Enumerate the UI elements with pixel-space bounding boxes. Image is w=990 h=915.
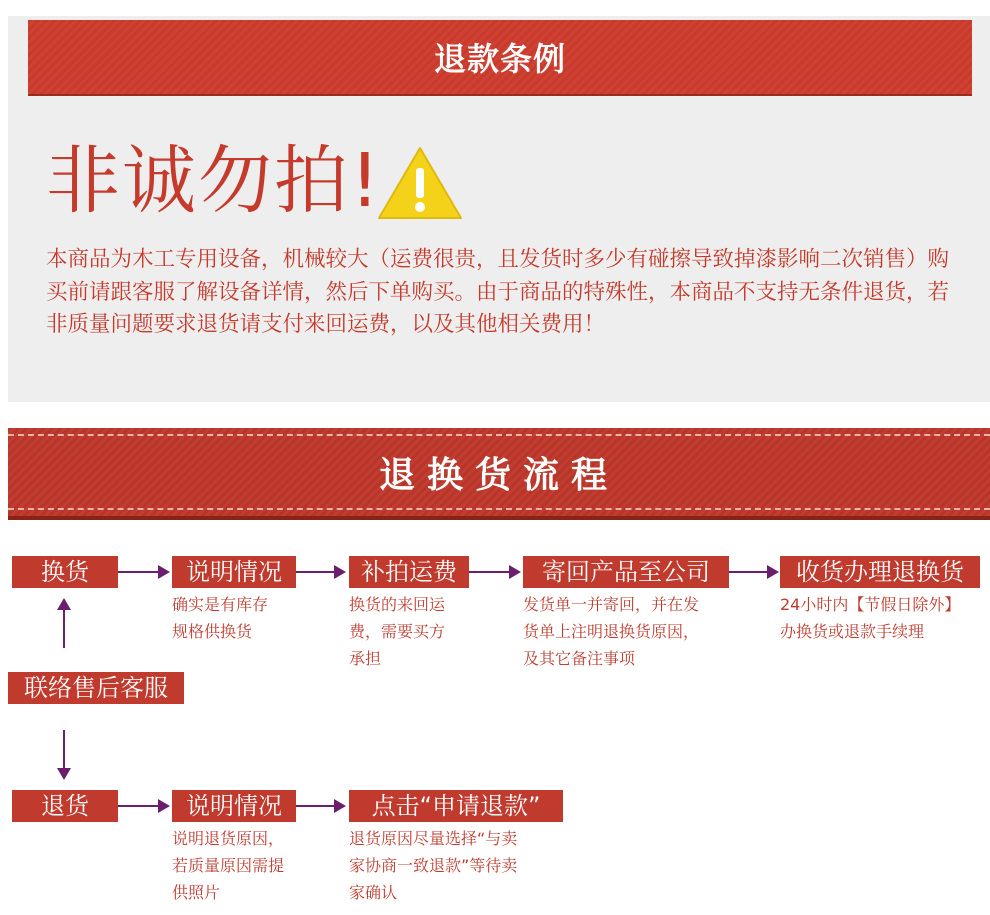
refund-label: 退货 [12,790,118,822]
note-line: 费，需要买方 [349,622,446,641]
note-line: 办换货或退款手续理 [780,622,925,641]
contact-service-label: 联络售后客服 [8,672,184,704]
exchange-step-explain-note [172,591,268,645]
exchange-step-process-note [780,591,960,645]
arrow-right-icon [729,562,781,582]
banner-dash-bottom [8,508,990,510]
note-line: 货单上注明退换货原因， [523,622,700,641]
arrow-right-icon [296,562,348,582]
headline-text: 非诚勿拍! [46,138,382,224]
note-line: 及其它备注事项 [523,649,636,668]
note-line: 换货的来回运 [349,595,446,614]
note-line: 规格供换货 [172,622,253,641]
refund-step-explain-note [172,825,284,906]
refund-policy-title: 退款条例 [433,40,566,78]
note-line: 若质量原因需提 [172,856,285,875]
note-line: 供照片 [172,883,221,902]
note-line: 家确认 [349,883,398,902]
refund-policy-panel [8,16,990,402]
note-line: 家协商一致退款”等待卖 [349,856,518,875]
note-line: 说明退货原因， [172,829,285,848]
exchange-step-pay-shipping-note [349,591,445,672]
refund-step-apply-note [349,825,517,906]
refund-description: 本商品为木工专用设备，机械较大（运费很贵，且发货时多少有碰擦导致掉漆影响二次销售）购买前请跟客服了解设备详情，然后下单购买。由于商品的特殊性，本商品不支持无条件退货，若非质量问题要求退货请支付来回运费，以及其他相关费用！ [46,247,950,337]
refund-policy-banner [28,20,972,96]
warning-triangle-icon [376,144,464,222]
arrow-right-icon [296,796,348,816]
note-line: 退货原因尽量选择“与卖 [349,829,518,848]
exchange-step-process: 收货办理退换货 [780,556,980,588]
arrow-up-icon [54,598,74,650]
refund-step-apply: 点击“申请退款” [349,790,563,822]
exchange-step-return-product-note [523,591,699,672]
arrow-down-icon [54,730,74,782]
refund-step-explain: 说明情况 [172,790,296,822]
exchange-step-return-product: 寄回产品至公司 [523,556,729,588]
headline [46,138,382,224]
arrow-right-icon [469,562,523,582]
note-line: 确实是有库存 [172,595,269,614]
flow-banner [8,428,990,520]
arrow-right-icon [118,796,172,816]
note-line: 承担 [349,649,382,668]
flow-title: 退换货流程 [378,454,619,496]
exchange-label: 换货 [12,556,118,588]
note-line: 发货单一并寄回，并在发 [523,595,700,614]
exchange-step-explain: 说明情况 [172,556,296,588]
arrow-right-icon [118,562,172,582]
banner-dash-top [8,434,990,436]
note-line: 24小时内【节假日除外】 [780,595,961,614]
exchange-step-pay-shipping: 补拍运费 [349,556,469,588]
